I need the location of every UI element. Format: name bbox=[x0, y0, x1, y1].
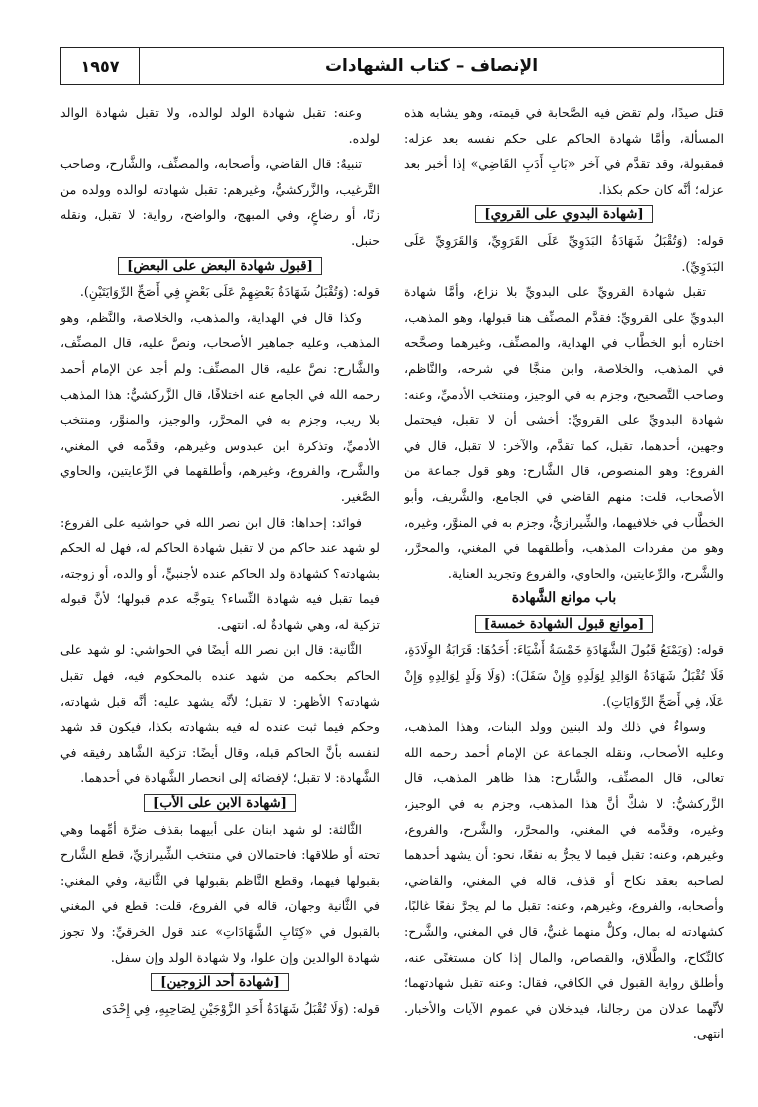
quote-paragraph: قوله: (وَتُقْبَلُ شَهَادَةُ بَعْضِهِمْ عَلَى بَعْضٍ فِي أَصَحِّ الرِّوَايَتَيْنِ). bbox=[79, 284, 380, 300]
paragraph: وكذا قال في الهداية، والمذهب، والخلاصة، والنَّظم، وهو المذهب، وعليه جماهير الأصحاب، ونصَّ عليه، قال المصنِّف، والشَّارح: نصَّ عليه، قال المصنِّف: ولم أجد عن الإمام أحمد رحمه الله في الجامع عنه اختلافًا، قال الزَّركشيُّ: هذا المذهب بلا ريب، وجزم به في المحرَّر، والوجيز، والمنوَّر، ومنتخب الأدميِّ، وتذكرة ابن عبدوس وغيرهم، وقدَّمه في المغني، والشَّرح، والفروع، وغيرهم، وأطلقهما في الرِّعايتين، والحاوي الصَّغير. bbox=[60, 309, 380, 504]
paragraph: تقبل شهادة القرويِّ على البدويِّ بلا نزاع، وأمَّا شهادة البدويِّ على القرويِّ: فقدَّم المصنِّف هنا قبولها، وهو المذهب، اختاره أبو الخطَّاب في الهداية، والمصنِّف، وغيرهما وصحَّحه في المذهب، والخلاصة، وابن منجَّا في شرحه، والنَّاظم، وصاحب التَّصحيح، وجزم به في الوجيز، ومنتخب الأدميِّ، وعنه: شهادة البدويِّ على القرويِّ: أخشى أن لا تقبل، فيحتمل وجهين، أحدهما، تقبل، كما تقدَّم، والآخر: لا تقبل، قال في الفروع: وهو المنصوص، قال الشَّارح: وهو قول جماعة من الأصحاب، قلت: منهم القاضي في الجامع، والشَّريف، وأبو الخطَّاب في خلافيهما، والشِّيرازيُّ، وجزم به في المنوَّر، وغيره، وهو من مفردات المذهب، وأطلقهما في المغني، والمحرَّر، والشَّرح، والرِّعايتين، والحاوي، والفروع وتجريد العناية. bbox=[404, 284, 724, 581]
section-heading bbox=[404, 202, 724, 228]
page-header bbox=[60, 47, 724, 85]
left-column bbox=[60, 100, 380, 1100]
section-heading bbox=[60, 970, 380, 996]
paragraph: وعنه: تقبل شهادة الولد لوالده، ولا تقبل شهادة الوالد لولده. bbox=[60, 105, 380, 146]
paragraph: الثَّانية: قال ابن نصر الله أيضًا في الحواشي: لو شهد على الحاكم بحكمه من شهد عنده بالمحكوم فيه، فهل تقبل شهادته؟ الأظهر: لا تقبل؛ لأنَّه يشهد عليه: أنَّه قبل شهادته، وحكم فيما ثبت عنده له فيه بشهادته بكذا، فيكون قد شهد لنفسه بأنَّ الحاكم قبله، وقال أيضًا: تزكية الشَّاهد رفيقه في الشَّهادة: لا تقبل؛ لإفضائه إلى انحصار الشَّهادة في أحدهما. bbox=[60, 642, 380, 786]
section-heading bbox=[60, 254, 380, 280]
chapter-heading: باب موانع الشَّهادة bbox=[511, 590, 617, 607]
section-heading-text: [قبول شهادة البعض على البعض] bbox=[118, 257, 322, 275]
quote-paragraph: قوله: (وَلَا تُقْبَلُ شَهَادَةُ أَحَدِ الزَّوْجَيْنِ لِصَاحِبِهِ، فِي إِحْدَى bbox=[102, 1000, 380, 1016]
section-heading bbox=[60, 791, 380, 817]
right-column bbox=[404, 100, 724, 1100]
quote-paragraph: قوله: (وَيَمْنَعُ قَبُولَ الشَّهَادَةِ خَمْسَةُ أَشْيَاءَ: أَحَدُهَا: قَرَابَةُ الوِلَادَةِ، فَلَا تُقْبَلُ شَهَادَةُ الوَالِدِ لِوَلَدِهِ وَإِنْ سَفَلَ): (وَلَا وَلَدٍ لِوَالِدِهِ وَإِنْ عَلَا، فِي أَصَحِّ الرِّوَايَاتِ). bbox=[404, 642, 724, 709]
section-heading bbox=[404, 612, 724, 638]
paragraph: فوائد: إحداها: قال ابن نصر الله في حواشيه على الفروع: لو شهد عند حاكم من لا تقبل شهادة الحاكم له، فهل له الحكم بشهادته؟ كشهادة ولد الحاكم عنده لأجنبيٍّ، أو والده، أو زوجته، فيما تقبل فيه شهادة النِّساء؟ يتوجَّه عدم قبولها؛ لأنَّ قبوله تزكية له، وهي شهادةٌ له. انتهى. bbox=[60, 514, 380, 632]
running-title: الإنصاف – كتاب الشهادات bbox=[324, 56, 539, 76]
section-heading-text: [شهادة البدوي على القروي] bbox=[475, 205, 652, 223]
section-heading-text: [موانع قبول الشهادة خمسة] bbox=[475, 615, 654, 633]
section-heading-text: [شهادة الابن على الأب] bbox=[144, 794, 296, 812]
paragraph: الثَّالثة: لو شهد ابنان على أبيهما بقذف ضرَّة أمِّهما وهي تحته أو طلاقها: فاحتمالان في منتخب الشِّيرازيِّ، قطع الشَّارح بقبولها فيهما، وقطع النَّاظم بقبولها في الثَّانية، وفي المغني: في الثَّانية وجهان، قاله في الفروع، قلت: قطع في المغني بالقبول في «كِتَابِ الشَّهَادَاتِ» عند قول الخرقيِّ: ولا تجوز شهادة الوالدين وإن علوا، ولا شهادة الولد وإن سفل. bbox=[60, 821, 380, 965]
quote-paragraph: قوله: (وَتُقْبَلُ شَهَادَةُ البَدَوِيِّ عَلَى القَرَوِيِّ، وَالقَرَوِيِّ عَلَى البَدَوِيِّ). bbox=[404, 232, 724, 274]
section-heading-text: [شهادة أحد الزوجين] bbox=[151, 973, 289, 991]
paragraph: تنبيهٌ: قال القاضي، وأصحابه، والمصنِّف، والشَّارح، وصاحب التَّرغيب، والزَّركشيُّ، وغيرهم: تقبل شهادته لوالده وولده من زنًا، أو رضاعٍ، وفي المبهج، والواضح، رواية: لا تقبل، ونقله حنبل. bbox=[60, 156, 380, 248]
page-number: ١٩٥٧ bbox=[61, 48, 140, 84]
paragraph: وسواءٌ في ذلك ولد البنين وولد البنات، وهذا المذهب، وعليه الأصحاب، ونقله الجماعة عن الإمام أحمد رحمه الله تعالى، قال المصنِّف، والشَّارح: هذا ظاهر المذهب، قال الزَّركشيُّ: لا شكَّ أنَّ هذا المذهب، وجزم به في الوجيز، وغيره، وقدَّمه في المغني، والمحرَّر، والشَّرح، والفروع، وغيرهم، وعنه: تقبل فيما لا يجرُّ به نفعًا، نحو: أن يشهد أحدهما لصاحبه بعقد نكاح أو قذف، قاله في المغني، والقاضي، وأصحابه، والفروع، وغيرهم، وعنه: تقبل ما لم يجرَّ نفعًا غالبًا، كشهادته له بمال، وكلٌّ منهما غنيٌّ، قال في المغني، والشَّرح: كالنِّكاح، والطَّلاق، والقصاص، والمال إذا كان مستغنًى عنه، وأطلق رواية القبول في الكافي، فقال: وعنه تقبل شهادتهما؛ لأنَّهما عدلان من رجالنا، فيدخلان في عموم الآيات والأخبار. انتهى. bbox=[404, 719, 724, 1042]
paragraph: قتل صيدًا، ولم تقض فيه الصَّحابة في قيمته، وهو يشابه هذه المسألة، وأمَّا شهادة الحاكم على حكم نفسه بعد عزله: فمقبولة، وقد تقدَّم في آخر «بَابِ أَدَبِ القَاضِي» إذا أخبر بعد عزله؛ أنَّه كان حكم بكذا. bbox=[404, 105, 724, 197]
